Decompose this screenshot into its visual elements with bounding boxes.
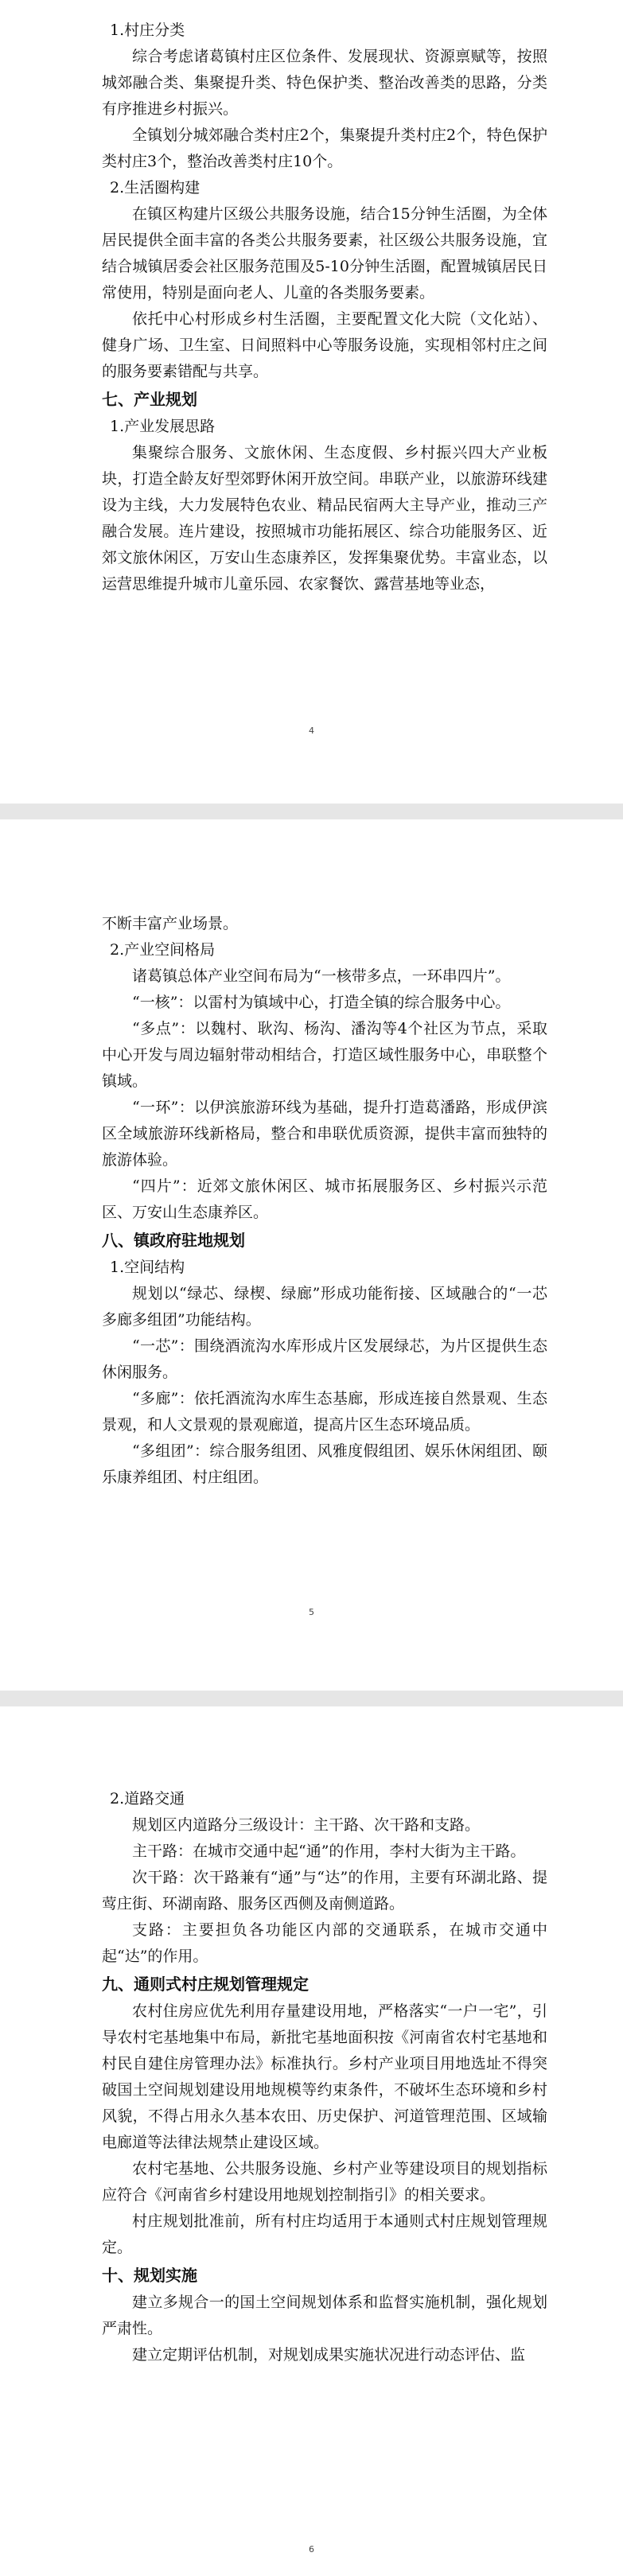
- subsection-title: 2.道路交通: [110, 1790, 185, 1807]
- page-4-body: [102, 18, 547, 597]
- paragraph: “四片”：近郊文旅休闲区、城市拓展服务区、乡村振兴示范区、万安山生态康养区。: [102, 1177, 547, 1221]
- paragraph: “多点”：以魏村、耿沟、杨沟、潘沟等4个社区为节点，采取中心开发与周边辐射带动相结合，打造区域性服务中心，串联整个镇域。: [102, 1020, 547, 1090]
- paragraph: 农村宅基地、公共服务设施、乡村产业等建设项目的规划指标应符合《河南省乡村建设用地规划控制指引》的相关要求。: [102, 2160, 547, 2204]
- subsection-title: 2.生活圈构建: [110, 179, 201, 197]
- page-6-body: [102, 1786, 547, 2368]
- paragraph: 主干路：在城市交通中起“通”的作用，李村大街为主干路。: [132, 1843, 526, 1860]
- paragraph: 村庄规划批准前，所有村庄均适用于本通则式村庄规划管理规定。: [102, 2212, 547, 2256]
- subsection-title: 1.村庄分类: [110, 21, 185, 39]
- paragraph: 全镇划分城郊融合类村庄2个，集聚提升类村庄2个，特色保护类村庄3个，整治改善类村庄10个。: [102, 126, 547, 170]
- paragraph: “多廊”：依托酒流沟水库生态基廊，形成连接自然景观、生态景观，和人文景观的景观廊道，提高片区生态环境品质。: [102, 1390, 547, 1434]
- page-5-body: [102, 911, 547, 1491]
- paragraph: 次干路：次干路兼有“通”与“达”的作用，主要有环湖北路、提莺庄街、环湖南路、服务区西侧及南侧道路。: [102, 1869, 547, 1913]
- paragraph: 依托中心村形成乡村生活圈，主要配置文化大院（文化站）、健身广场、卫生室、日间照料中心等服务设施，实现相邻村庄之间的服务要素错配与共享。: [102, 310, 547, 380]
- document-page-6: [0, 1706, 623, 2576]
- paragraph: 不断丰富产业场景。: [102, 915, 239, 932]
- paragraph: “多组团”：综合服务组团、风雅度假组团、娱乐休闲组团、颐乐康养组团、村庄组团。: [102, 1442, 547, 1486]
- document-page-5: [0, 819, 623, 1691]
- page-number: 6: [309, 2544, 314, 2555]
- section-heading: 七、产业规划: [102, 390, 197, 409]
- section-heading: 八、镇政府驻地规划: [102, 1231, 245, 1250]
- section-heading: 十、规划实施: [102, 2266, 197, 2285]
- subsection-title: 1.产业发展思路: [110, 418, 216, 435]
- page-number: 5: [309, 1607, 314, 1617]
- paragraph: 集聚综合服务、文旅休闲、生态度假、乡村振兴四大产业板块，打造全龄友好型郊野休闲开放空间。串联产业，以旅游环线建设为主线，大力发展特色农业、精品民宿两大主导产业，推动三产融合发展。连片建设，按照城市功能拓展区、综合功能服务区、近郊文旅休闲区，万安山生态康养区，发挥集聚优势。丰富业态，以运营思维提升城市儿童乐园、农家餐饮、露营基地等业态，: [102, 444, 547, 593]
- paragraph: 农村住房应优先利用存量建设用地，严格落实“一户一宅”，引导农村宅基地集中布局，新批宅基地面积按《河南省农村宅基地和村民自建住房管理办法》标准执行。乡村产业项目用地选址不得突破国土空间规划建设用地规模等约束条件，不破坏生态环境和乡村风貌，不得占用永久基本农田、历史保护、河道管理范围、区域输电廊道等法律法规禁止建设区域。: [102, 2002, 547, 2151]
- paragraph: “一环”：以伊滨旅游环线为基础，提升打造葛潘路，形成伊滨区全域旅游环线新格局，整合和串联优质资源，提供丰富而独特的旅游体验。: [102, 1099, 547, 1169]
- paragraph: 建立多规合一的国土空间规划体系和监督实施机制，强化规划严肃性。: [102, 2294, 547, 2337]
- paragraph: 在镇区构建片区级公共服务设施，结合15分钟生活圈，为全体居民提供全面丰富的各类公共服务要素，社区级公共服务设施，宜结合城镇居委会社区服务范围及5-10分钟生活圈，配置城镇居民日常使用，特别是面向老人、儿童的各类服务要素。: [102, 205, 547, 302]
- paragraph: 规划以“绿芯、绿楔、绿廊”形成功能衔接、区域融合的“一芯多廊多组团”功能结构。: [102, 1285, 547, 1329]
- page-number: 4: [309, 726, 314, 736]
- section-heading: 九、通则式村庄规划管理规定: [102, 1975, 309, 1994]
- subsection-title: 1.空间结构: [110, 1259, 185, 1276]
- paragraph: 综合考虑诸葛镇村庄区位条件、发展现状、资源禀赋等，按照城郊融合类、集聚提升类、特色保护类、整治改善类的思路，分类有序推进乡村振兴。: [102, 48, 547, 118]
- paragraph: 规划区内道路分三级设计：主干路、次干路和支路。: [132, 1816, 481, 1834]
- document-page-4: [0, 0, 623, 804]
- paragraph: “一芯”：围绕酒流沟水库形成片区发展绿芯，为片区提供生态休闲服务。: [102, 1337, 547, 1381]
- paragraph: 支路：主要担负各功能区内部的交通联系，在城市交通中起“达”的作用。: [102, 1921, 547, 1965]
- paragraph: “一核”：以雷村为镇域中心，打造全镇的综合服务中心。: [132, 994, 511, 1011]
- paragraph: 建立定期评估机制，对规划成果实施状况进行动态评估、监: [132, 2346, 526, 2364]
- subsection-title: 2.产业空间格局: [110, 941, 216, 959]
- paragraph: 诸葛镇总体产业空间布局为“一核带多点，一环串四片”。: [132, 967, 511, 985]
